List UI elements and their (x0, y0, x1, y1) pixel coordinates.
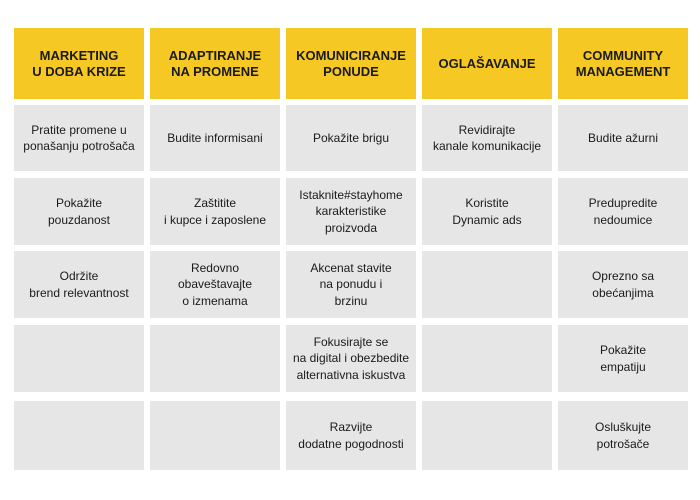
table-cell: Pokažite empatiju (558, 325, 688, 392)
table-cell: Pratite promene u ponašanju potrošača (14, 105, 144, 171)
table-cell: Budite ažurni (558, 105, 688, 171)
table-cell (422, 401, 552, 470)
table-cell (14, 401, 144, 470)
header-komuniciranje-ponude: KOMUNICIRANJE PONUDE (286, 28, 416, 99)
table-cell (422, 251, 552, 318)
header-marketing-u-doba-krize: MARKETING U DOBA KRIZE (14, 28, 144, 99)
table-cell: Oprezno sa obećanjima (558, 251, 688, 318)
table-cell: Pokažite pouzdanost (14, 178, 144, 245)
table-cell: Budite informisani (150, 105, 280, 171)
table-cell: Zaštitite i kupce i zaposlene (150, 178, 280, 245)
table-cell: Održite brend relevantnost (14, 251, 144, 318)
table-cell: Redovno obaveštavajte o izmenama (150, 251, 280, 318)
table-cell (150, 401, 280, 470)
header-adaptiranje-na-promene: ADAPTIRANJE NA PROMENE (150, 28, 280, 99)
table-cell: Pokažite brigu (286, 105, 416, 171)
table-cell: Fokusirajte se na digital i obezbedite alternativna iskustva (286, 325, 416, 392)
table-cell (422, 325, 552, 392)
table-cell (14, 325, 144, 392)
table-cell: Predupredite nedoumice (558, 178, 688, 245)
table-cell: Akcenat stavite na ponudu i brzinu (286, 251, 416, 318)
table-cell (150, 325, 280, 392)
table-cell: Revidirajte kanale komunikacije (422, 105, 552, 171)
table-cell: Istaknite#stayhome karakteristike proizvoda (286, 178, 416, 245)
header-community-management: COMMUNITY MANAGEMENT (558, 28, 688, 99)
header-oglasavanje: OGLAŠAVANJE (422, 28, 552, 99)
table-cell: Razvijte dodatne pogodnosti (286, 401, 416, 470)
table-cell: Koristite Dynamic ads (422, 178, 552, 245)
table-cell: Osluškujte potrošače (558, 401, 688, 470)
